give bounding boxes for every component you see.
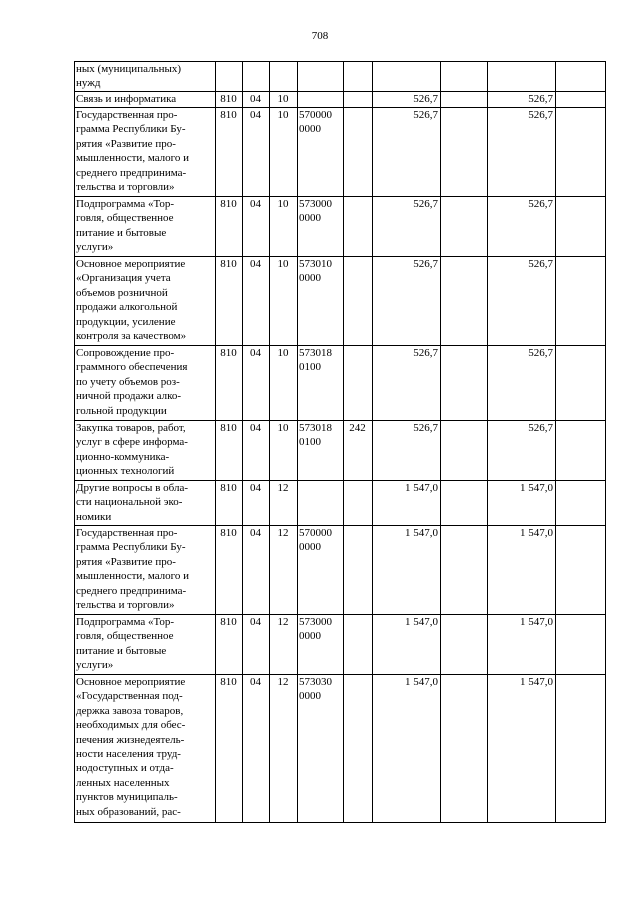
empty-cell: [556, 108, 606, 197]
ministry-code: 810: [216, 615, 243, 675]
row-name: Основное мероприятие «Организация учета объемов розничной продажи алкогольной продукции, усиление контроля за качеством»: [75, 257, 216, 346]
subsection-code: 10: [270, 346, 298, 421]
empty-cell: [441, 197, 488, 257]
subsection-code: 12: [270, 526, 298, 615]
amount-second-year: 526,7: [488, 257, 556, 346]
amount-first-year: 526,7: [373, 346, 441, 421]
subsection-code: 12: [270, 675, 298, 823]
amount-first-year: [373, 62, 441, 92]
amount-first-year: 526,7: [373, 257, 441, 346]
ministry-code: 810: [216, 421, 243, 481]
empty-cell: [556, 421, 606, 481]
amount-first-year: 1 547,0: [373, 675, 441, 823]
ministry-code: 810: [216, 92, 243, 108]
section-code: 04: [243, 421, 270, 481]
expense-type-code: [344, 92, 373, 108]
subsection-code: 10: [270, 197, 298, 257]
target-article-code: 573010 0000: [298, 257, 344, 346]
section-code: [243, 62, 270, 92]
section-code: 04: [243, 481, 270, 526]
amount-second-year: 526,7: [488, 197, 556, 257]
expense-type-code: [344, 62, 373, 92]
target-article-code: 570000 0000: [298, 108, 344, 197]
table-row: [75, 675, 606, 823]
table-row: [75, 92, 606, 108]
empty-cell: [556, 197, 606, 257]
empty-cell: [441, 92, 488, 108]
amount-second-year: 526,7: [488, 108, 556, 197]
budget-table: [74, 61, 606, 823]
expense-type-code: [344, 615, 373, 675]
ministry-code: 810: [216, 481, 243, 526]
subsection-code: 10: [270, 421, 298, 481]
row-name: ных (муниципальных) нужд: [75, 62, 216, 92]
empty-cell: [441, 346, 488, 421]
expense-type-code: [344, 526, 373, 615]
target-article-code: 573000 0000: [298, 197, 344, 257]
ministry-code: 810: [216, 197, 243, 257]
table-row: [75, 346, 606, 421]
row-name: Другие вопросы в обла- сти национальной эко- номики: [75, 481, 216, 526]
empty-cell: [556, 526, 606, 615]
expense-type-code: 242: [344, 421, 373, 481]
empty-cell: [441, 257, 488, 346]
row-name: Связь и информатика: [75, 92, 216, 108]
empty-cell: [556, 615, 606, 675]
ministry-code: 810: [216, 257, 243, 346]
ministry-code: 810: [216, 108, 243, 197]
amount-first-year: 526,7: [373, 92, 441, 108]
expense-type-code: [344, 675, 373, 823]
target-article-code: 573018 0100: [298, 421, 344, 481]
amount-second-year: 526,7: [488, 421, 556, 481]
empty-cell: [441, 615, 488, 675]
subsection-code: 12: [270, 481, 298, 526]
empty-cell: [556, 675, 606, 823]
row-name: Подпрограмма «Тор- говля, общественное питание и бытовые услуги»: [75, 615, 216, 675]
amount-second-year: 526,7: [488, 92, 556, 108]
section-code: 04: [243, 197, 270, 257]
table-row: [75, 421, 606, 481]
section-code: 04: [243, 92, 270, 108]
expense-type-code: [344, 346, 373, 421]
amount-first-year: 526,7: [373, 108, 441, 197]
subsection-code: 10: [270, 257, 298, 346]
row-name: Закупка товаров, работ, услуг в сфере информа- ционно-коммуника- ционных технологий: [75, 421, 216, 481]
section-code: 04: [243, 108, 270, 197]
subsection-code: 10: [270, 108, 298, 197]
amount-second-year: 526,7: [488, 346, 556, 421]
amount-second-year: 1 547,0: [488, 615, 556, 675]
page-number: 708: [311, 30, 329, 42]
target-article-code: [298, 62, 344, 92]
empty-cell: [556, 346, 606, 421]
target-article-code: 570000 0000: [298, 526, 344, 615]
section-code: 04: [243, 346, 270, 421]
target-article-code: [298, 481, 344, 526]
empty-cell: [556, 481, 606, 526]
empty-cell: [441, 108, 488, 197]
amount-second-year: 1 547,0: [488, 481, 556, 526]
table-row: [75, 526, 606, 615]
ministry-code: 810: [216, 675, 243, 823]
amount-first-year: 1 547,0: [373, 615, 441, 675]
empty-cell: [556, 257, 606, 346]
empty-cell: [441, 62, 488, 92]
section-code: 04: [243, 615, 270, 675]
empty-cell: [441, 481, 488, 526]
amount-first-year: 1 547,0: [373, 481, 441, 526]
expense-type-code: [344, 257, 373, 346]
empty-cell: [556, 92, 606, 108]
row-name: Сопровождение про- граммного обеспечения по учету объемов роз- ничной продажи алко- гольной продукции: [75, 346, 216, 421]
subsection-code: 12: [270, 615, 298, 675]
table-row: [75, 257, 606, 346]
target-article-code: 573000 0000: [298, 615, 344, 675]
empty-cell: [556, 62, 606, 92]
amount-first-year: 526,7: [373, 197, 441, 257]
target-article-code: 573030 0000: [298, 675, 344, 823]
expense-type-code: [344, 108, 373, 197]
table-row: [75, 615, 606, 675]
amount-second-year: [488, 62, 556, 92]
ministry-code: 810: [216, 526, 243, 615]
empty-cell: [441, 675, 488, 823]
row-name: Основное мероприятие «Государственная под- держка завоза товаров, необходимых для обес- печения жизнедеятель- ности населения труд- нодоступных и отда- ленных населенных пунктов муниципаль- ных образований, рас-: [75, 675, 216, 823]
section-code: 04: [243, 257, 270, 346]
ministry-code: [216, 62, 243, 92]
target-article-code: [298, 92, 344, 108]
section-code: 04: [243, 526, 270, 615]
table-row: [75, 62, 606, 92]
expense-type-code: [344, 197, 373, 257]
row-name: Подпрограмма «Тор- говля, общественное питание и бытовые услуги»: [75, 197, 216, 257]
table-row: [75, 481, 606, 526]
amount-first-year: 526,7: [373, 421, 441, 481]
expense-type-code: [344, 481, 373, 526]
ministry-code: 810: [216, 346, 243, 421]
table-row: [75, 197, 606, 257]
subsection-code: [270, 62, 298, 92]
row-name: Государственная про- грамма Республики Бу- рятия «Развитие про- мышленности, малого и среднего предпринима- тельства и торговли»: [75, 526, 216, 615]
empty-cell: [441, 421, 488, 481]
target-article-code: 573018 0100: [298, 346, 344, 421]
subsection-code: 10: [270, 92, 298, 108]
empty-cell: [441, 526, 488, 615]
amount-first-year: 1 547,0: [373, 526, 441, 615]
section-code: 04: [243, 675, 270, 823]
amount-second-year: 1 547,0: [488, 526, 556, 615]
table-row: [75, 108, 606, 197]
amount-second-year: 1 547,0: [488, 675, 556, 823]
row-name: Государственная про- грамма Республики Бу- рятия «Развитие про- мышленности, малого и среднего предпринима- тельства и торговли»: [75, 108, 216, 197]
